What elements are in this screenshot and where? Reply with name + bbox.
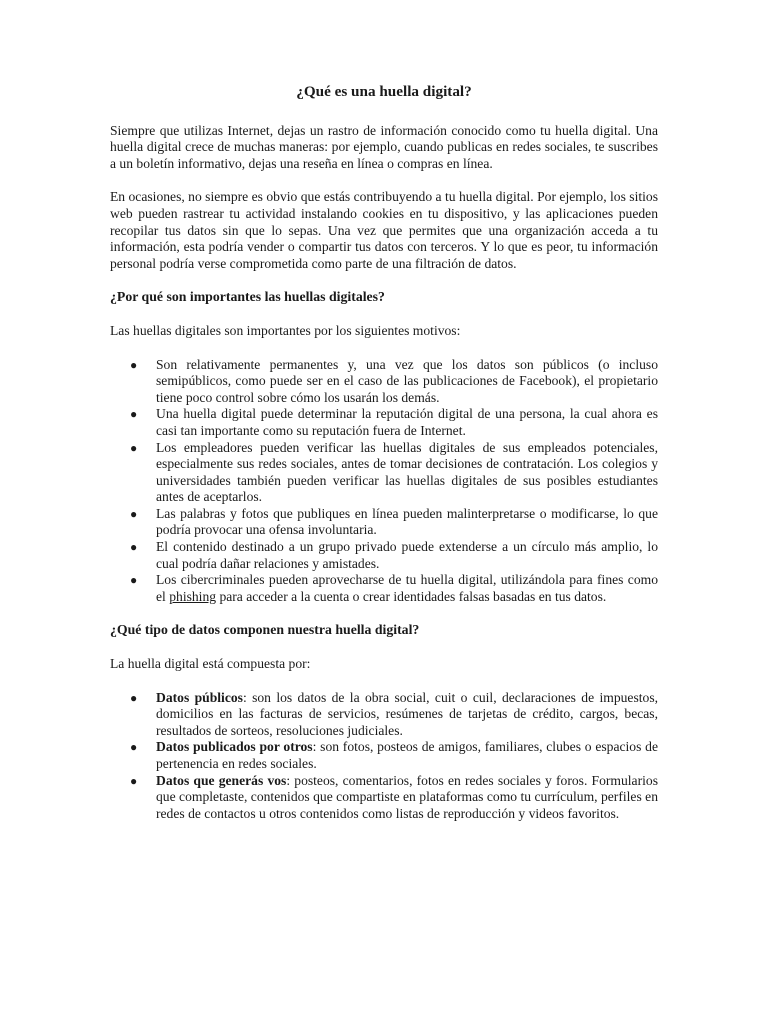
importance-list bbox=[110, 357, 658, 606]
bullet-icon: ● bbox=[130, 440, 138, 455]
list-item bbox=[110, 572, 658, 605]
phishing-link[interactable]: phishing bbox=[169, 588, 217, 604]
section-lead-importance: Las huellas digitales son importantes por los siguientes motivos: bbox=[110, 322, 461, 338]
list-item-text-before: Los cibercriminales pueden aprovecharse de tu huella digital, utilizándola para fines como el bbox=[156, 572, 658, 604]
bullet-icon: ● bbox=[130, 357, 138, 372]
bullet-icon: ● bbox=[130, 690, 138, 705]
list-item bbox=[110, 739, 658, 772]
list-item-term: Datos públicos bbox=[156, 689, 243, 705]
list-item bbox=[110, 539, 658, 572]
bullet-icon: ● bbox=[130, 407, 138, 422]
list-item bbox=[110, 690, 658, 740]
list-item-text: Las palabras y fotos que publiques en línea pueden malinterpretarse o modificarse, lo que podría provocar una ofensa involuntaria. bbox=[156, 505, 658, 538]
list-item-text: Una huella digital puede determinar la reputación digital de una persona, la cual ahora es casi tan importante como su reputación fuera de Internet. bbox=[156, 406, 658, 438]
document-title: ¿Qué es una huella digital? bbox=[296, 83, 472, 100]
document-page bbox=[110, 84, 658, 839]
list-item-text: : son los datos de la obra social, cuit o cuil, declaraciones de impuestos, domicilios en las facturas de servicios, resúmenes de tarjetas de crédito, cargos, becas, resultados de sorteos, resoluciones judiciales. bbox=[156, 689, 659, 738]
list-item-text-after: para acceder a la cuenta o crear identidades falsas basadas en tus datos. bbox=[216, 588, 607, 604]
list-item-text: Los empleadores pueden verificar las huellas digitales de sus empleados potenciales, especialmente sus redes sociales, antes de tomar decisiones de contratación. Los colegios y universidades también pueden verificar las huellas digitales de sus posibles estudiantes antes de aceptarlos. bbox=[156, 439, 658, 505]
intro-paragraph-1: Siempre que utilizas Internet, dejas un rastro de información conocido como tu huella digital. Una huella digital crece de muchas maneras: por ejemplo, cuando publicas en redes sociales, te suscribes a un boletín informativo, dejas una reseña en línea o compras en línea. bbox=[110, 122, 658, 171]
list-item-text: : posteos, comentarios, fotos en redes sociales y foros. Formularios que completaste, contenidos que compartiste en plataformas como tu currículum, perfiles en redes de contactos u otros contenidos como listas de reproducción y videos favoritos. bbox=[156, 772, 658, 821]
intro-paragraph-2: En ocasiones, no siempre es obvio que estás contribuyendo a tu huella digital. Por ejemplo, los sitios web pueden rastrear tu actividad instalando cookies en tu dispositivo, y las aplicaciones pueden recopilar tus datos sin que lo sepas. Una vez que permites que una organización acceda a tu información, esta podría vender o compartir tus datos con terceros. Y lo que es peor, tu información personal podría verse comprometida como parte de una filtración de datos. bbox=[110, 189, 658, 271]
list-item-term: Datos que generás vos bbox=[156, 772, 287, 788]
data-types-list bbox=[110, 690, 658, 823]
bullet-icon: ● bbox=[130, 740, 138, 755]
list-item-text: El contenido destinado a un grupo privado puede extenderse a un círculo más amplio, lo cual podría dañar relaciones y amistades. bbox=[156, 539, 658, 571]
list-item bbox=[110, 406, 658, 439]
bullet-icon: ● bbox=[130, 573, 138, 588]
list-item bbox=[110, 440, 658, 506]
list-item-term: Datos publicados por otros bbox=[156, 739, 313, 755]
bullet-icon: ● bbox=[130, 506, 138, 521]
section-heading-data-types: ¿Qué tipo de datos componen nuestra huella digital? bbox=[110, 622, 420, 638]
bullet-icon: ● bbox=[130, 540, 138, 555]
list-item-text: Son relativamente permanentes y, una vez que los datos son públicos (o incluso semipúblicos, como puede ser en el caso de las publicaciones de Facebook), el propietario tiene poco control sobre cómo los usarán los demás. bbox=[156, 356, 658, 405]
list-item bbox=[110, 506, 658, 539]
list-item bbox=[110, 357, 658, 407]
list-item-text: : son fotos, posteos de amigos, familiares, clubes o espacios de pertenencia en redes sociales. bbox=[156, 739, 658, 771]
section-heading-importance: ¿Por qué son importantes las huellas digitales? bbox=[110, 289, 385, 305]
bullet-icon: ● bbox=[130, 773, 138, 788]
section-lead-data-types: La huella digital está compuesta por: bbox=[110, 656, 311, 672]
list-item bbox=[110, 773, 658, 823]
